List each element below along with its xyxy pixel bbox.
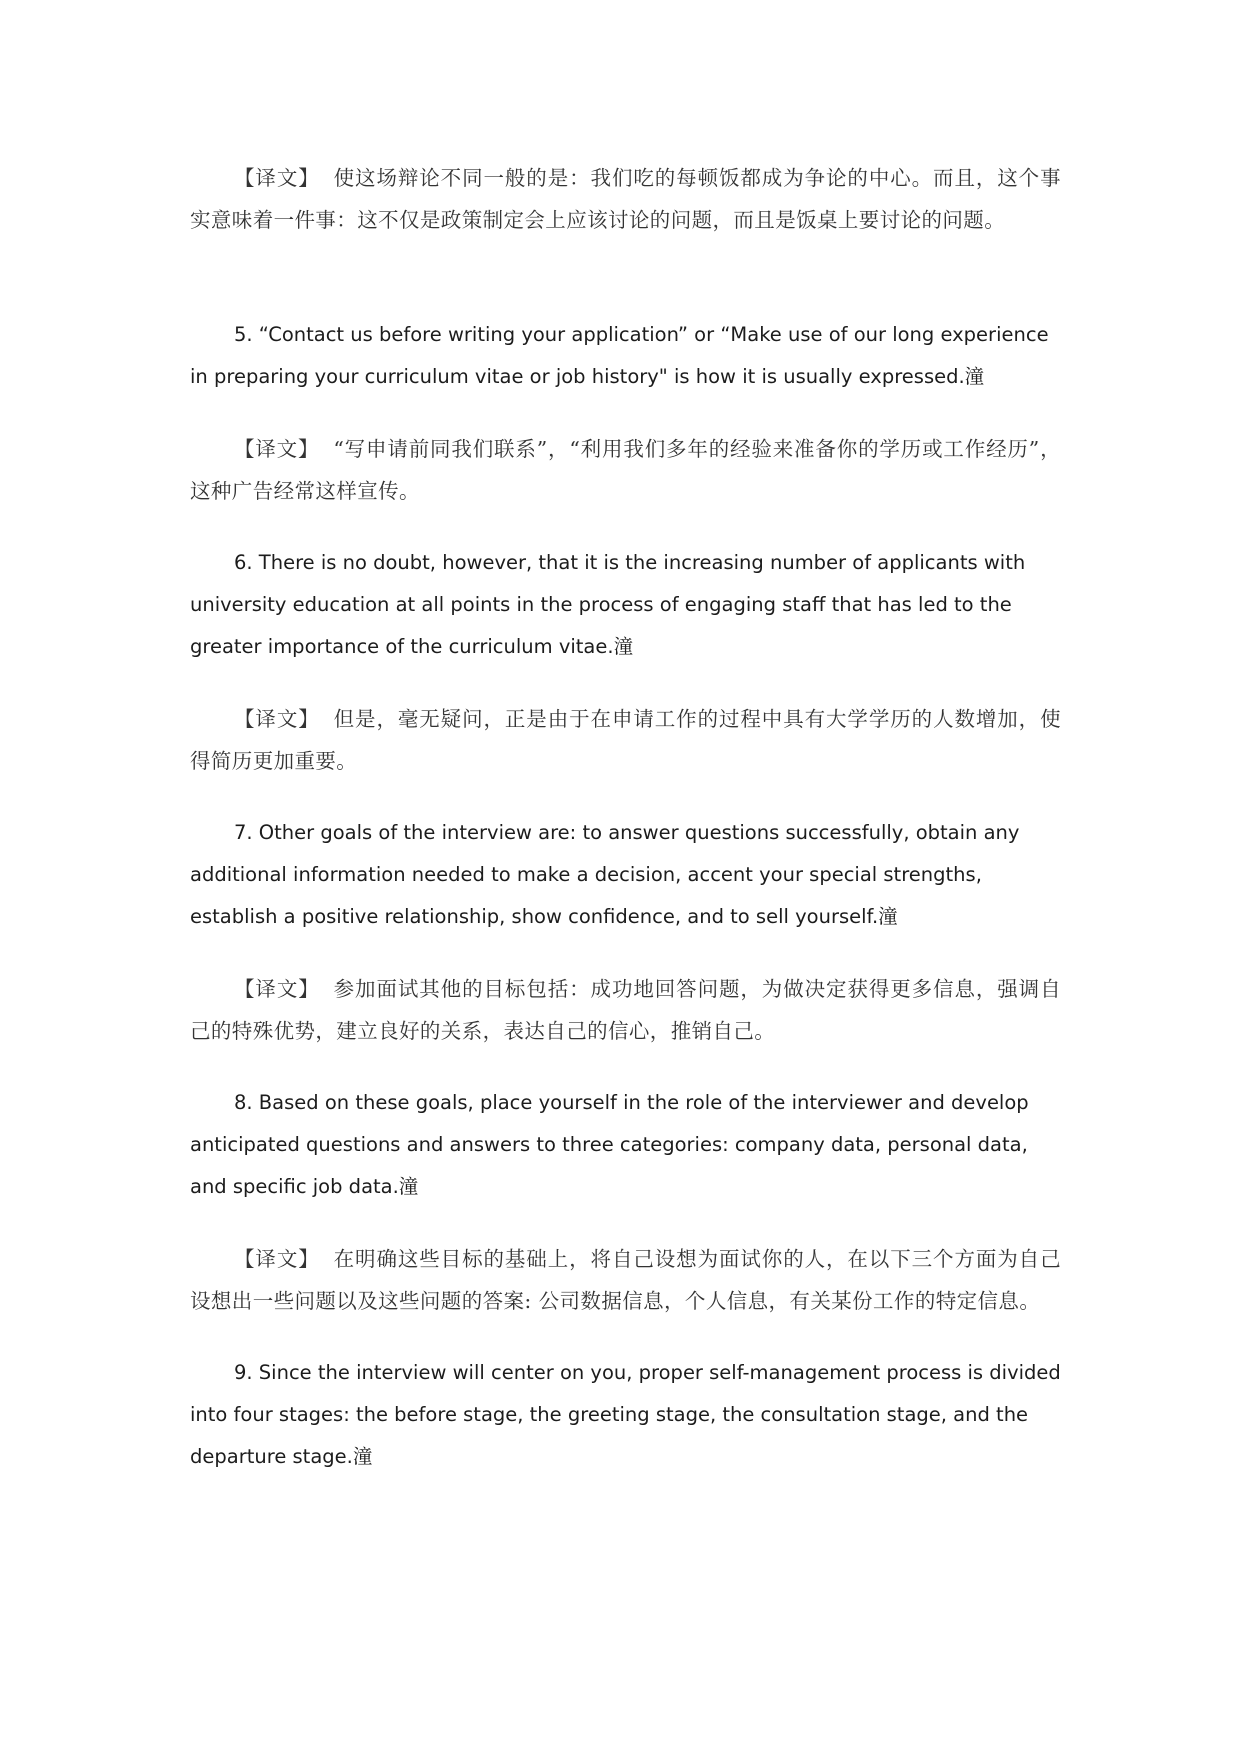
translation-paragraph-6 (190, 698, 1061, 782)
sentence-paragraph-7: 7. Other goals of the interview are: to answer questions successfully, obtain any additional information needed to make a decision, accent your special strengths, establish a positive relationship, show confidence, and to sell yourself.潼 (190, 821, 1020, 928)
translation-label: 【译文】 (234, 437, 320, 461)
translation-text: 使这场辩论不同一般的是：我们吃的每顿饭都成为争论的中心。而且，这个事实意味着一件事：这不仅是政策制定会上应该讨论的问题，而且是饭桌上要讨论的问题。 (190, 166, 1061, 232)
translation-paragraph-7 (190, 968, 1061, 1052)
translation-label: 【译文】 (234, 977, 320, 1001)
translation-text: 参加面试其他的目标包括：成功地回答问题，为做决定获得更多信息，强调自己的特殊优势，建立良好的关系，表达自己的信心，推销自己。 (190, 977, 1061, 1043)
sentence-paragraph-5: 5. “Contact us before writing your application” or “Make use of our long experience in preparing your curriculum vitae or job history" is how it is usually expressed.潼 (190, 323, 1049, 388)
document-page (190, 157, 1061, 1508)
translation-paragraph-4 (190, 157, 1061, 241)
translation-paragraph-8 (190, 1238, 1061, 1322)
translation-label: 【译文】 (234, 166, 320, 190)
translation-label: 【译文】 (234, 1247, 320, 1271)
translation-text: 在明确这些目标的基础上，将自己设想为面试你的人，在以下三个方面为自己设想出一些问题以及这些问题的答案: 公司数据信息，个人信息，有关某份工作的特定信息。 (190, 1247, 1061, 1313)
translation-text: 但是，毫无疑问，正是由于在申请工作的过程中具有大学学历的人数增加，使得简历更加重要。 (190, 707, 1061, 773)
sentence-paragraph-9: 9. Since the interview will center on you, proper self-management process is divided into four stages: the before stage, the greeting stage, the consultation stage, and the departure stage.潼 (190, 1361, 1061, 1468)
translation-paragraph-5 (190, 428, 1061, 512)
sentence-paragraph-6: 6. There is no doubt, however, that it is the increasing number of applicants with university education at all points in the process of engaging staff that has led to the greater importance of the curriculum vitae.潼 (190, 551, 1026, 658)
translation-label: 【译文】 (234, 707, 320, 731)
translation-text: “写申请前同我们联系”，“利用我们多年的经验来准备你的学历或工作经历”，这种广告经常这样宣传。 (190, 437, 1061, 503)
sentence-paragraph-8: 8. Based on these goals, place yourself in the role of the interviewer and develop anticipated questions and answers to three categories: company data, personal data, and specific job data.潼 (190, 1091, 1029, 1198)
